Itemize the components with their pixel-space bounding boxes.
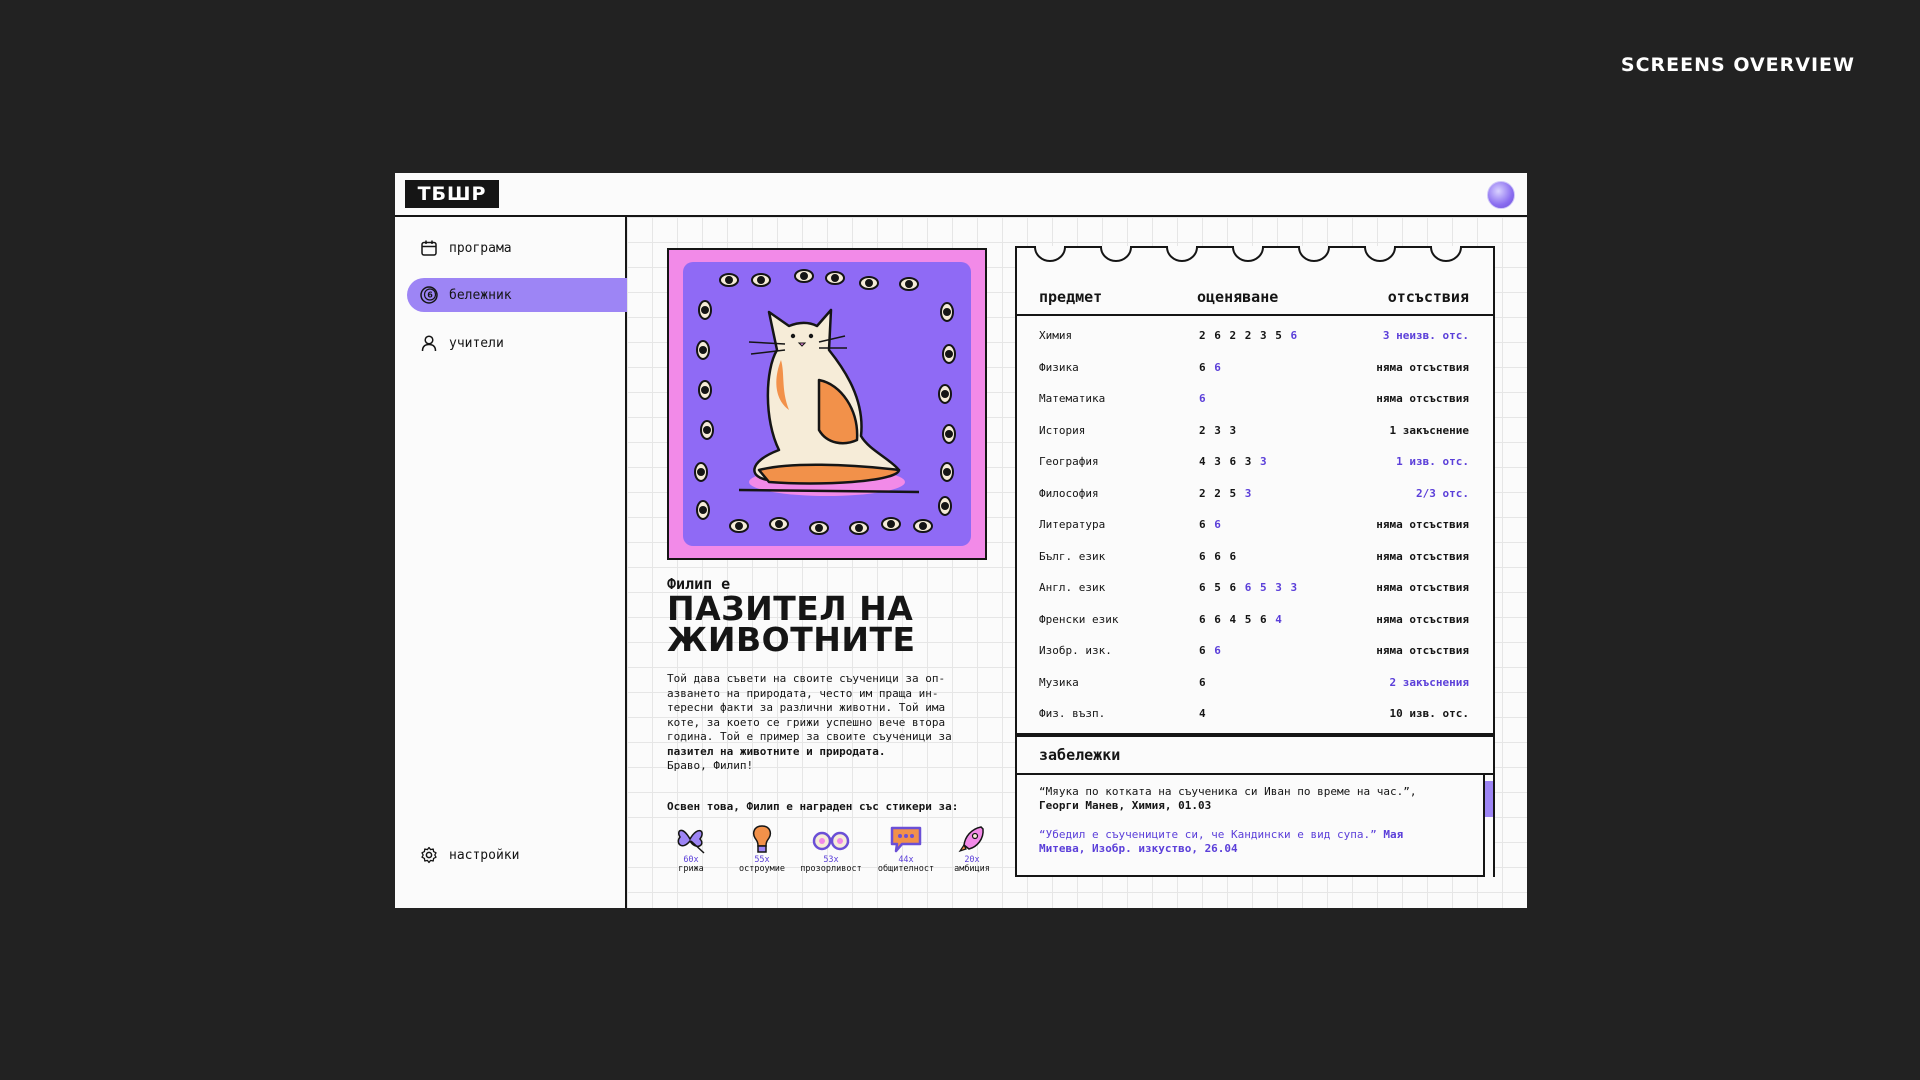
new-grades: 3 [1259,455,1268,468]
absences-value: няма отсъствия [1376,392,1469,405]
header-subject: предмет [1039,288,1103,306]
grade-list: 2 6 2 2 3 5 [1199,329,1283,342]
user-icon [419,333,439,353]
subject-name: Литература [1039,518,1106,531]
absences-value: няма отсъствия [1376,549,1469,563]
table-row[interactable] [1017,326,1493,346]
absences-value: няма отсъствия [1376,360,1469,374]
table-row[interactable] [1017,515,1493,535]
table-row[interactable] [1017,578,1493,598]
scallop-edge [1017,246,1493,268]
desc-line: Браво, Филип! [667,759,754,772]
glasses-icon [791,822,871,856]
badge-number: 6 [427,290,433,300]
table-row[interactable] [1017,673,1493,693]
absences-value: няма отсъствия [1376,612,1469,626]
profile-headline [667,589,1007,659]
sticker-count: 20x [964,855,980,865]
sidebar-item-label: бележник [449,287,512,303]
header-absences: отсъствия [1387,288,1469,306]
avatar[interactable] [1487,181,1515,209]
new-grades: 4 [1275,612,1283,626]
new-grades: 6 [1290,329,1299,342]
subject-name: Философия [1039,486,1099,500]
new-grades: 6 [1214,360,1222,374]
table-row[interactable] [1017,452,1493,472]
grade-list: 6 [1199,644,1207,657]
subject-name: География [1039,455,1099,468]
grades-table [1015,246,1495,735]
table-row[interactable] [1017,358,1493,378]
sidebar-item-label: настройки [449,847,520,863]
headline-line: ПАЗИТЕЛ НА [667,589,914,628]
butterfly-icon [651,822,731,856]
top-bar [395,173,1527,217]
subject-name: Математика [1039,392,1106,405]
table-row[interactable] [1017,547,1493,567]
remarks-divider [1017,773,1493,775]
absences-value: 2 закъснения [1389,675,1469,689]
absences-value: 1 изв. отс. [1396,455,1469,468]
sidebar-item-program[interactable] [407,231,627,265]
subject-name: Френски език [1039,612,1119,626]
subject-name: Бълг. език [1039,549,1106,563]
desc-line: азването на природата, често им праща ин- [667,686,939,700]
sticker-name: грижа [678,864,704,874]
main-content [627,217,1527,908]
grade-list: 6 [1199,518,1207,531]
sticker-ambition[interactable] [932,822,1012,874]
remarks-scrollbar[interactable] [1483,775,1493,877]
remark-item [1039,785,1459,812]
subject-name: Музика [1039,675,1079,689]
sticker-insight[interactable] [791,822,871,874]
gear-icon [419,845,439,865]
absences-value: 1 закъснение [1389,423,1469,437]
sidebar-item-gradebook[interactable] [407,278,627,312]
remark-quote: “Убедил е съучениците си, че Кандински е вид супа.” [1039,828,1377,841]
sticker-count: 44x [898,855,914,865]
subject-name: Изобр. изк. [1039,644,1112,657]
grade-list: 2 2 5 [1199,486,1238,500]
table-row[interactable] [1017,704,1493,724]
app-window [395,173,1527,908]
desc-bold: пазител на животните и природата. [667,744,886,758]
rocket-icon [932,822,1012,856]
headline-line: ЖИВОТНИТЕ [667,620,916,659]
sticker-wit[interactable] [722,822,802,874]
remarks-title: забележки [1039,746,1121,764]
sidebar-item-settings[interactable] [407,838,627,872]
header-grades: оценяване [1197,288,1279,306]
header-divider [1017,314,1493,316]
new-grades: 6 [1214,518,1222,531]
subject-name: Физ. възп. [1039,707,1106,720]
screens-overview-label: SCREENS OVERVIEW [1620,54,1855,76]
calendar-icon [419,238,439,258]
sticker-name: остроумие [738,864,786,874]
profile-intro: Филип е [667,575,731,593]
cat-illustration [667,248,987,560]
sticker-name: амбиция [954,864,990,874]
new-grades: 6 [1214,644,1222,657]
remark-author: Георги Манев, Химия, 01.03 [1039,798,1212,812]
remark-author-first: Мая [1383,828,1404,841]
desc-line: Той дава съвети на своите съученици за оп- [667,672,946,685]
remark-author: Митева, Изобр. изкуство, 26.04 [1039,841,1238,855]
sidebar-item-label: програма [449,240,512,256]
grade-list: 4 3 6 3 [1199,455,1253,468]
sticker-count: 53x [823,855,839,865]
table-row[interactable] [1017,421,1493,441]
table-row[interactable] [1017,610,1493,630]
profile-description [667,672,997,774]
sidebar-item-label: учители [449,335,504,351]
remark-item [1039,828,1459,855]
sticker-name: общителност [877,864,935,874]
absences-value: няма отсъствия [1376,644,1469,657]
sidebar [395,217,627,908]
sticker-count: 60x [683,855,699,865]
table-row[interactable] [1017,641,1493,661]
desc-line: коте, за което се грижи успешно вече втора [667,715,946,729]
table-row[interactable] [1017,484,1493,504]
new-grades: 3 [1244,486,1253,500]
absences-value: 3 неизв. отс. [1382,329,1469,342]
absences-value: няма отсъствия [1376,581,1469,594]
grade-list: 6 5 6 [1199,581,1238,594]
lightbulb-icon [722,822,802,856]
subject-name: Англ. език [1039,581,1106,594]
grade-list: 6 [1199,360,1207,374]
subject-name: Химия [1039,329,1073,342]
scrollbar-thumb[interactable] [1485,781,1493,817]
grade-list: 6 [1199,675,1207,689]
grade-list: 6 6 6 [1199,549,1238,563]
desc-line: година. Той е пример за своите съученици за [667,730,952,743]
subject-name: История [1039,423,1086,437]
grade-badge-icon [419,285,439,305]
sidebar-item-teachers[interactable] [407,326,627,360]
desc-line: тересни факти за различни животни. Той има [667,701,946,714]
table-row[interactable] [1017,389,1493,409]
app-logo[interactable]: ТБШР [405,180,499,208]
absences-value: 2/3 отс. [1416,486,1469,500]
new-grades: 6 5 3 3 [1244,581,1299,594]
absences-value: 10 изв. отс. [1389,707,1469,720]
grade-list: 2 3 3 [1199,423,1238,437]
sticker-name: прозорливост [800,864,862,874]
sticker-count: 55x [754,855,770,865]
sticker-care[interactable] [651,822,731,874]
stickers-title: Освен това, Филип е награден със стикери за: [667,800,959,813]
new-grades: 6 [1199,392,1207,405]
subject-name: Физика [1039,360,1079,374]
remarks-panel [1015,735,1495,877]
grade-list: 4 [1199,707,1207,720]
grade-list: 6 6 4 5 6 [1199,612,1268,626]
absences-value: няма отсъствия [1376,518,1469,531]
remark-quote: “Мяука по котката на съученика си Иван по време на час.”, [1039,785,1417,798]
